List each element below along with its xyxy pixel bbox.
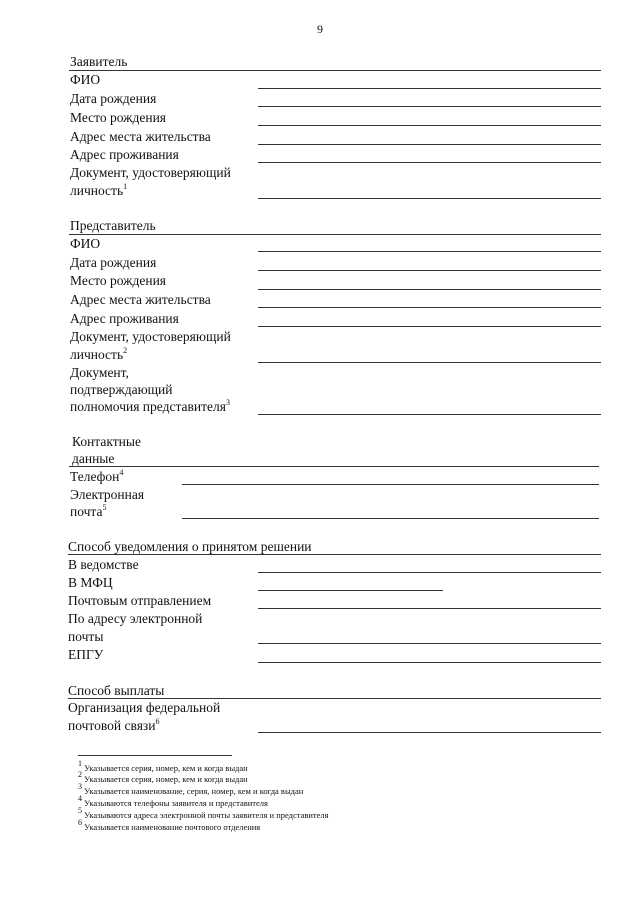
representative-fio-field[interactable]: [258, 251, 601, 252]
representative-id-doc-field[interactable]: [258, 362, 601, 363]
contacts-email-field[interactable]: [182, 518, 599, 519]
representative-birth-place-label: Место рождения: [70, 273, 167, 288]
footnote-separator: [78, 755, 232, 756]
applicant-birth-date-field[interactable]: [258, 106, 601, 107]
footnote-2: $^2$ Указывается серия, номер, кем и когда выдан: [78, 770, 248, 784]
representative-heading-rule: [69, 234, 601, 235]
applicant-residence-label: Адрес места жительства: [70, 129, 211, 144]
footnote-ref-6[interactable]: 6: [155, 716, 160, 726]
representative-fio-label: ФИО: [70, 236, 101, 251]
applicant-id-doc-label-line1: Документ, удостоверяющий: [70, 165, 231, 180]
representative-authority-label-line2: подтверждающий: [70, 382, 173, 397]
footnote-3: $^3$ Указывается наименование, серия, номер, кем и когда выдан: [78, 782, 304, 796]
notification-department-field[interactable]: [258, 572, 601, 573]
contacts-email-label-line2: почта$^5$: [70, 502, 107, 519]
notification-department-label: В ведомстве: [68, 557, 139, 572]
footnote-4: $^4$ Указываются телефоны заявителя и представителя: [78, 794, 268, 808]
representative-id-doc-label-line1: Документ, удостоверяющий: [70, 329, 231, 344]
contacts-phone-label: Телефон$^4$: [70, 467, 124, 484]
applicant-birth-date-label: Дата рождения: [70, 91, 157, 106]
notification-epgu-field[interactable]: [258, 662, 601, 663]
applicant-heading: Заявитель: [70, 54, 128, 69]
representative-authority-field[interactable]: [258, 414, 601, 415]
representative-birth-place-field[interactable]: [258, 289, 601, 290]
contacts-email-label-line1: Электронная: [70, 487, 145, 502]
footnote-1: $^1$ Указывается серия, номер, кем и когда выдан: [78, 759, 248, 773]
representative-birth-date-label: Дата рождения: [70, 255, 157, 270]
applicant-id-doc-label-line2: личность$^1$: [70, 181, 128, 198]
representative-residence-label: Адрес места жительства: [70, 292, 211, 307]
representative-living-label: Адрес проживания: [70, 311, 179, 326]
applicant-id-doc-field[interactable]: [258, 198, 601, 199]
payment-org-label-line1: Организация федеральной: [68, 700, 221, 715]
applicant-birth-place-label: Место рождения: [70, 110, 167, 125]
notification-email-field[interactable]: [258, 643, 601, 644]
notification-epgu-label: ЕПГУ: [68, 647, 104, 662]
representative-authority-label-line3: полномочия представителя$^3$: [70, 397, 230, 414]
notification-mfc-label: В МФЦ: [68, 575, 113, 590]
applicant-heading-rule: [69, 70, 601, 71]
page-number: 9: [317, 22, 323, 36]
applicant-living-field[interactable]: [258, 162, 601, 163]
payment-org-label-line2: почтовой связи$^6$: [68, 716, 160, 733]
payment-org-field[interactable]: [258, 732, 601, 733]
contacts-heading-rule: [69, 466, 599, 467]
notification-heading-rule: [68, 554, 601, 555]
contacts-heading-line2: данные: [72, 451, 115, 466]
footnote-5: $^5$ Указываются адреса электронной почты заявителя и представителя: [78, 806, 329, 820]
footnote-ref-4[interactable]: 4: [119, 467, 124, 477]
notification-email-label-line1: По адресу электронной: [68, 611, 203, 626]
payment-heading: Способ выплаты: [68, 683, 165, 698]
footnote-ref-2[interactable]: 2: [123, 345, 128, 355]
notification-email-label-line2: почты: [68, 629, 104, 644]
applicant-residence-field[interactable]: [258, 144, 601, 145]
notification-post-field[interactable]: [258, 608, 601, 609]
applicant-fio-field[interactable]: [258, 88, 601, 89]
footnote-ref-3[interactable]: 3: [225, 397, 230, 407]
contacts-heading-line1: Контактные: [72, 434, 141, 449]
applicant-fio-label: ФИО: [70, 72, 101, 87]
notification-heading: Способ уведомления о принятом решении: [68, 539, 312, 554]
footnote-6: $^6$ Указывается наименование почтового отделения: [78, 818, 261, 832]
representative-authority-label-line1: Документ,: [70, 365, 129, 380]
representative-living-field[interactable]: [258, 326, 601, 327]
notification-post-label: Почтовым отправлением: [68, 593, 212, 608]
notification-mfc-field[interactable]: [258, 590, 443, 591]
applicant-birth-place-field[interactable]: [258, 125, 601, 126]
representative-birth-date-field[interactable]: [258, 270, 601, 271]
representative-heading: Представитель: [70, 218, 156, 233]
applicant-living-label: Адрес проживания: [70, 147, 179, 162]
representative-id-doc-label-line2: личность$^2$: [70, 345, 128, 362]
representative-residence-field[interactable]: [258, 307, 601, 308]
contacts-phone-field[interactable]: [182, 484, 599, 485]
footnote-ref-5[interactable]: 5: [102, 502, 107, 512]
footnote-ref-1[interactable]: 1: [123, 181, 128, 191]
